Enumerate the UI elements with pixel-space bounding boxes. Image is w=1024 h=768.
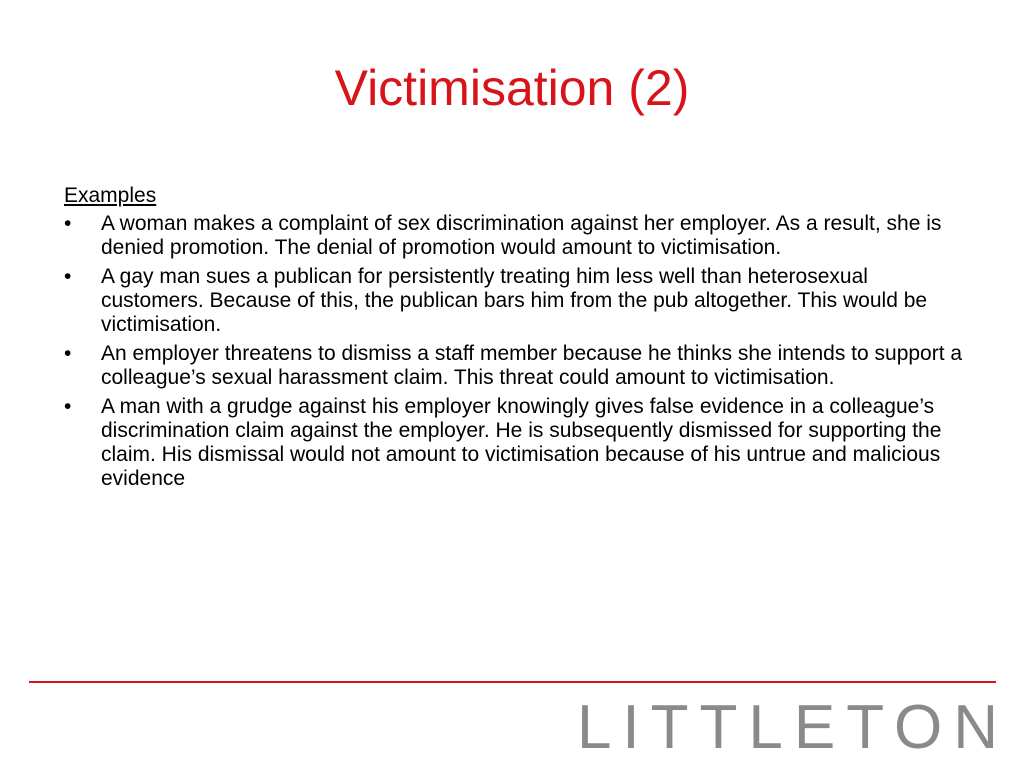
bullet-dot-icon: • (64, 212, 72, 235)
bullet-item (64, 265, 964, 337)
bullet-item (64, 342, 964, 390)
bullet-text: A gay man sues a publican for persistently treating him less well than heterosexual customers. Because of this, the publican bars him from the pub altogether. This would be victimisation. (101, 265, 928, 336)
bullet-dot-icon: • (64, 395, 72, 418)
section-label: Examples (64, 184, 157, 207)
bullet-item (64, 212, 964, 260)
footer-divider (29, 681, 996, 683)
bullet-list (64, 212, 964, 491)
bullet-dot-icon: • (64, 265, 72, 288)
bullet-text: An employer threatens to dismiss a staff member because he thinks she intends to support a colleague’s sexual harassment claim. This threat could amount to victimisation. (101, 342, 963, 389)
slide-content (64, 184, 964, 496)
bullet-dot-icon: • (64, 342, 72, 365)
bullet-text: A man with a grudge against his employer knowingly gives false evidence in a colleague’s discrimination claim against the employer. He is subsequently dismissed for supporting the claim. His dismissal would not amount to victimisation because of his untrue and malicious evidence (101, 395, 942, 490)
bullet-item (64, 395, 964, 491)
bullet-text: A woman makes a complaint of sex discrimination against her employer. As a result, she is denied promotion. The denial of promotion would amount to victimisation. (101, 212, 942, 259)
slide-title: Victimisation (2) (334, 60, 690, 116)
brand-logo: LITTLETON (576, 693, 1009, 762)
